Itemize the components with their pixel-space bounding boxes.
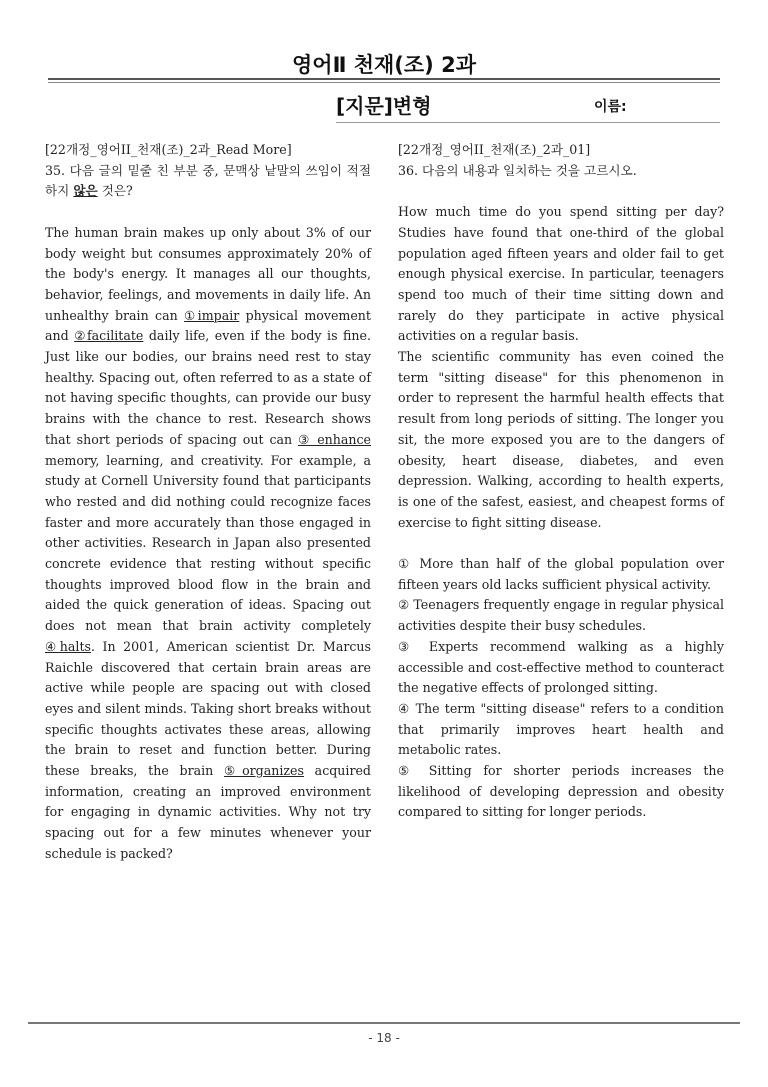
marked-word-4: ④halts: [45, 638, 91, 654]
q36-source: [22개정_영어II_천재(조)_2과_01]: [398, 142, 591, 157]
q35-prompt-emphasis: 않은: [73, 183, 98, 199]
passage-text: . In 2001, American scientist Dr. Marcus Raichle discovered that certain brain areas are active while people are spacing out with closed eyes and silent minds. Taking short breaks without specific thoughts activates these areas, allowing the brain to reset and function better. During these breaks, the brain: [45, 638, 371, 779]
q35-source: [22개정_영어II_천재(조)_2과_Read More]: [45, 142, 292, 157]
q35-prompt-end: 것은?: [97, 183, 133, 199]
name-label: 이름:: [594, 99, 627, 115]
marked-word-2: ②facilitate: [74, 328, 144, 344]
header-divider-thin: [48, 82, 720, 83]
option-3: ③ Experts recommend walking as a highly accessible and cost-effective method to counteract the negative effects of prolonged sitting.: [398, 638, 724, 696]
marked-word-1: ①impair: [184, 307, 240, 323]
subtitle-divider: [336, 122, 720, 123]
header-divider: [48, 78, 720, 80]
option-4: ④ The term "sitting disease" refers to a condition that primarily improves heart health and metabolic rates.: [398, 700, 724, 758]
passage-text: physical movement and: [45, 307, 371, 344]
question-36: [398, 140, 724, 823]
passage-text: daily life, even if the body is fine. Just like our bodies, our brains need rest to stay healthy. Spacing out, often referred to as a state of not having specific thoughts, can provide our busy brains with the chance to rest. Research shows that short periods of spacing out can: [45, 328, 371, 447]
option-1: ① More than half of the global population over fifteen years old lacks sufficient physical activity.: [398, 556, 724, 592]
q36-prompt: 36. 다음의 내용과 일치하는 것을 고르시오.: [398, 162, 637, 178]
passage-text: acquired information, creating an improved environment for engaging in dynamic activities. Why not try spacing out for a few minutes whenever your schedule is packed?: [45, 763, 371, 861]
question-35: [45, 140, 371, 865]
q35-passage: [45, 223, 371, 865]
marked-word-3: ③ enhance: [298, 431, 371, 447]
option-5: ⑤ Sitting for shorter periods increases the likelihood of developing depression and obesity compared to sitting for longer periods.: [398, 763, 724, 820]
page-title: 영어Ⅱ 천재(조) 2과: [292, 53, 476, 77]
q35-prompt: [45, 161, 371, 202]
q36-paragraph-1: How much time do you spend sitting per day? Studies have found that one-third of the global population aged fifteen years and older fail to get enough physical exercise. In particular, teenagers spend too much of their time sitting down and rarely do they participate in active physical activities on a regular basis.: [398, 204, 724, 344]
page-number: - 18 -: [368, 1031, 400, 1045]
marked-word-5: ⑤organizes: [224, 763, 304, 779]
option-2: ② Teenagers frequently engage in regular physical activities despite their busy schedules.: [398, 597, 724, 634]
footer-divider: [28, 1022, 740, 1024]
passage-text: memory, learning, and creativity. For example, a study at Cornell University found that participants who rested and did nothing could recognize faces faster and more accurately than those engaged in other activities. Research in Japan also presented concrete evidence that resting without specific thoughts improved blood flow in the brain and aided the quick generation of ideas. Spacing out does not mean that brain activity completely: [45, 452, 371, 634]
passage-text: The human brain makes up only about 3% of our body weight but consumes approximately 20% of the body's energy. It manages all our thoughts, behavior, feelings, and movements in daily life. An unhealthy brain can: [45, 224, 371, 323]
section-subtitle: [지문]변형: [336, 94, 432, 118]
q36-paragraph-2: The scientific community has even coined the term "sitting disease" for this phenomenon in order to represent the harmful health effects that result from long periods of sitting. The longer you sit, the more exposed you are to the dangers of obesity, heart disease, diabetes, and even depression. Walking, according to health experts, is one of the safest, easiest, and cheapest forms of exercise to fight sitting disease.: [398, 349, 724, 530]
q35-prompt-text: 35. 다음 글의 밑줄 친 부분 중, 문맥상 낱말의 쓰임이 적절하지: [45, 162, 371, 199]
